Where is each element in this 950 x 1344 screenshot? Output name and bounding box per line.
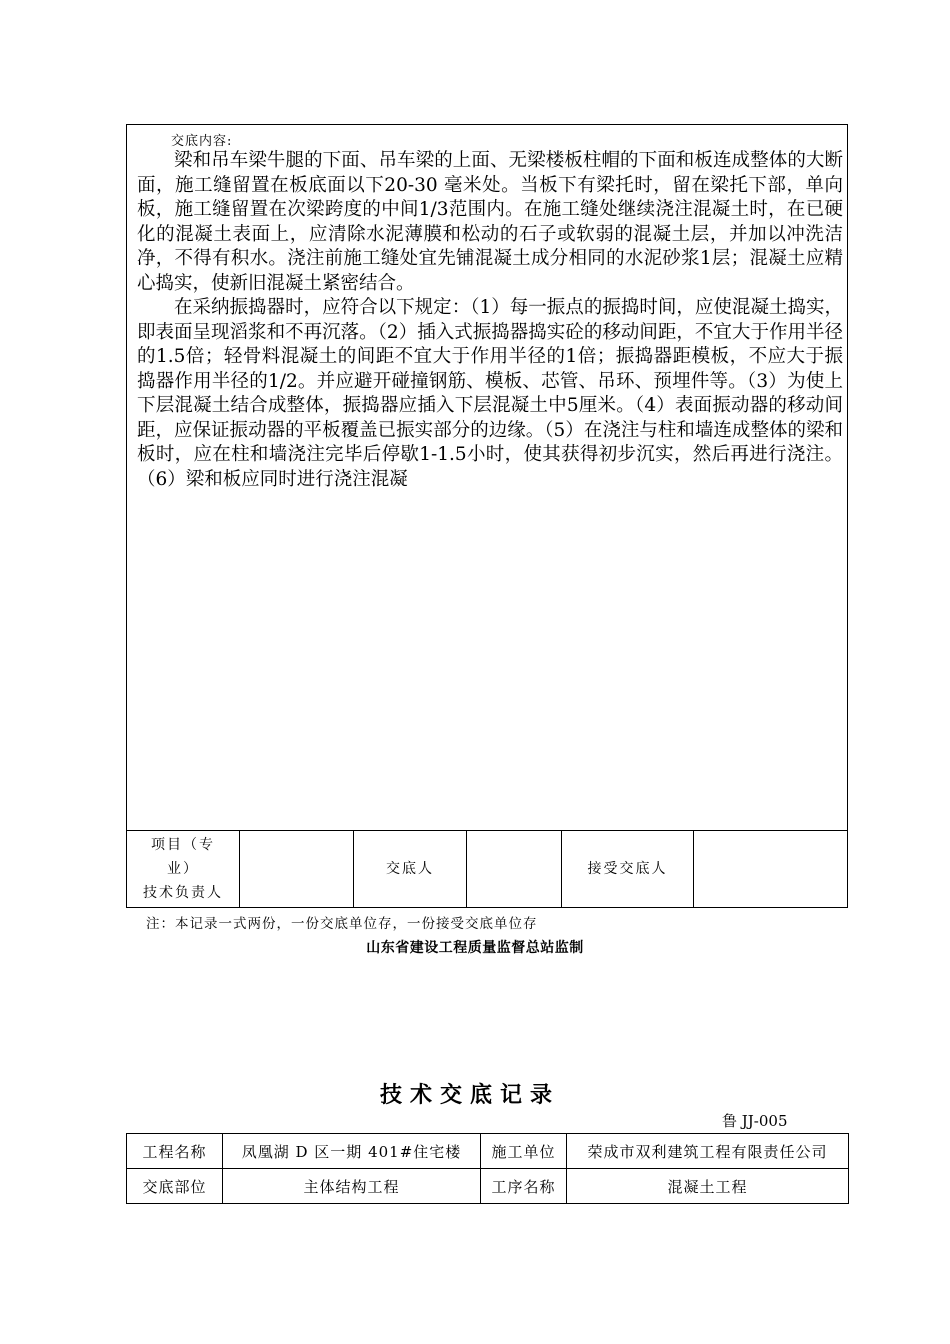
form-code: 鲁 JJ-005 [722,1112,788,1130]
technical-record-box [126,124,848,908]
process-name-value: 混凝土工程 [567,1169,849,1204]
form-title: 技术交底记录 [379,1083,560,1108]
content-label: 交底内容: [171,134,233,149]
supervisor-line: 山东省建设工程质量监督总站监制 [366,940,584,956]
construction-unit-value: 荣成市双利建筑工程有限责任公司 [567,1134,849,1169]
footer-note: 注：本记录一式两份，一份交底单位存，一份接受交底单位存 [146,916,538,932]
project-info-table [126,1133,849,1204]
handover-part-label: 交底部位 [127,1169,223,1204]
project-name-label: 工程名称 [127,1134,223,1169]
tech-lead-signature[interactable] [240,830,354,907]
handover-label: 交底人 [354,830,467,907]
content-paragraph-2: 在采纳振捣器时，应符合以下规定：（1）每一振点的振捣时间，应使混凝土捣实，即表面呈现滔浆和不再沉落。（2）插入式振捣器捣实砼的移动间距，不宜大于作用半径的1.5倍；轻骨料混凝土的间距不宜大于作用半径的1倍；振捣器距模板，不应大于振捣器作用半径的1/2。并应避开碰撞钢筋、模板、芯管、吊环、预埋件等。（3）为使上下层混凝土结合成整体，振捣器应插入下层混凝土中5厘米。（4）表面振动器的移动间距，应保证振动器的平板覆盖已振实部分的边缘。（5）在浇注与柱和墙连成整体的梁和板时，应在柱和墙浇注完毕后停歇1-1.5小时，使其获得初步沉实，然后再进行浇注。（6）梁和板应同时进行浇注混凝 [137,297,843,490]
process-name-label: 工序名称 [481,1169,567,1204]
tech-lead-label-line2: 业） [167,860,199,877]
tech-lead-label-line1: 项目（专 [151,836,215,853]
receiver-signature[interactable] [694,830,847,907]
tech-lead-label [127,830,240,907]
table-row [127,1134,849,1169]
project-name-value: 凤凰湖 D 区一期 401#住宅楼 [223,1134,481,1169]
content-area [127,125,847,831]
handover-part-value: 主体结构工程 [223,1169,481,1204]
content-body [137,149,843,492]
receiver-label: 接受交底人 [562,830,694,907]
signature-row [127,830,847,907]
tech-lead-label-line3: 技术负责人 [143,884,223,901]
table-row [127,1169,849,1204]
handover-signature[interactable] [467,830,562,907]
content-paragraph-1: 梁和吊车梁牛腿的下面、吊车梁的上面、无梁楼板柱帽的下面和板连成整体的大断面，施工缝留置在板底面以下20-30 毫米处。当板下有梁托时，留在梁托下部，单向板，施工缝留置在次梁跨度的中间1/3范围内。在施工缝处继续浇注混凝土时，在已硬化的混凝土表面上，应清除水泥薄膜和松动的石子或软弱的混凝土层，并加以冲洗洁净，不得有积水。浇注前施工缝处宜先铺混凝土成分相同的水泥砂浆1层；混凝土应精心捣实，使新旧混凝土紧密结合。 [137,150,843,294]
construction-unit-label: 施工单位 [481,1134,567,1169]
